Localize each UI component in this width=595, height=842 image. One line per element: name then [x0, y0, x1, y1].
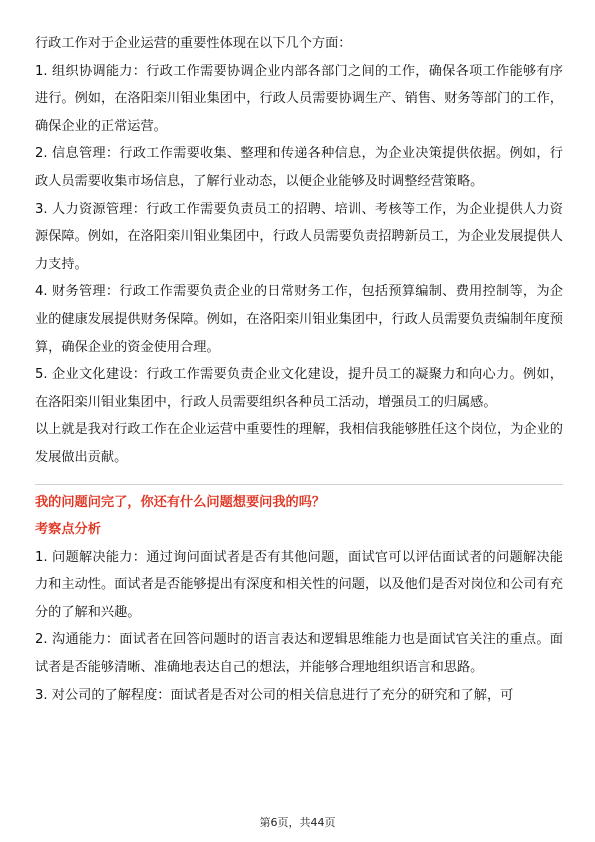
conclusion-paragraph: 以上就是我对行政工作在企业运营中重要性的理解，我相信我能够胜任这个岗位，为企业的发展做出贡献。: [35, 422, 563, 465]
analysis-heading: 考察点分析: [35, 522, 101, 538]
document-body: [35, 30, 563, 709]
point-human-resources: 3. 人力资源管理：行政工作需要负责员工的招聘、培训、考核等工作，为企业提供人力资源保障。例如，在洛阳栾川钼业集团中，行政人员需要负责招聘新员工，为企业发展提供人力支持。: [35, 201, 563, 272]
interview-question: 我的问题问完了，你还有什么问题想要问我的吗？: [35, 494, 326, 510]
point-organization: 1. 组织协调能力：行政工作需要协调企业内部各部门之间的工作，确保各项工作能够有序进行。例如，在洛阳栾川钼业集团中，行政人员需要协调生产、销售、财务等部门的工作，确保企业的正常运营。: [35, 63, 563, 134]
page-number: 第6页，共44页: [259, 816, 336, 829]
point-information: 2. 信息管理：行政工作需要收集、整理和传递各种信息，为企业决策提供依据。例如，行政人员需要收集市场信息，了解行业动态，以便企业能够及时调整经营策略。: [35, 146, 563, 189]
point-finance: 4. 财务管理：行政工作需要负责企业的日常财务工作，包括预算编制、费用控制等，为企业的健康发展提供财务保障。例如，在洛阳栾川钼业集团中，行政人员需要负责编制年度预算，确保企业的资金使用合理。: [35, 284, 563, 355]
point-culture: 5. 企业文化建设：行政工作需要负责企业文化建设，提升员工的凝聚力和向心力。例如，在洛阳栾川钼业集团中，行政人员需要组织各种员工活动，增强员工的归属感。: [35, 367, 563, 410]
intro-paragraph: 行政工作对于企业运营的重要性体现在以下几个方面：: [35, 36, 352, 51]
analysis-company-knowledge: 3. 对公司的了解程度：面试者是否对公司的相关信息进行了充分的研究和了解，可: [35, 687, 514, 703]
analysis-communication: 2. 沟通能力：面试者在回答问题时的语言表达和逻辑思维能力也是面试官关注的重点。面试者是否能够清晰、准确地表达自己的想法，并能够合理地组织语言和思路。: [35, 632, 563, 676]
section-divider: [35, 484, 563, 485]
analysis-problem-solving: 1. 问题解决能力：通过询问面试者是否有其他问题，面试官可以评估面试者的问题解决能力和主动性。面试者是否能够提出有深度和相关性的问题，以及他们是否对岗位和公司有充分的了解和兴趣。: [35, 549, 563, 620]
